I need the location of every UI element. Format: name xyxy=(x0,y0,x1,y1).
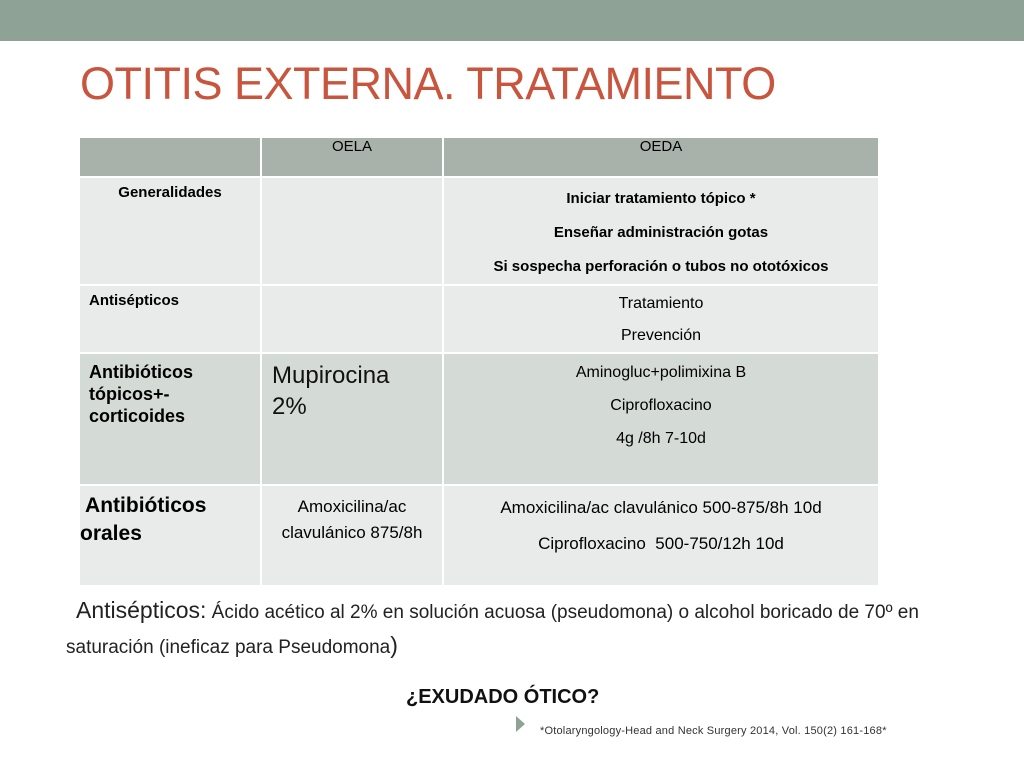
oeda-cell xyxy=(443,285,879,353)
row-label-cell xyxy=(79,177,261,285)
treatment-table xyxy=(78,136,880,587)
table-row-topicos xyxy=(79,353,879,485)
note-close: ) xyxy=(390,632,398,658)
top-banner xyxy=(0,0,1024,41)
antisepticos-note xyxy=(66,594,996,664)
oeda-line: 4g /8h 7-10d xyxy=(616,430,706,447)
table-row-antisepticos xyxy=(79,285,879,353)
row-label-cell xyxy=(79,353,261,485)
row-label-line: corticoides xyxy=(89,406,186,426)
row-label-line: Antibióticos xyxy=(80,494,207,517)
table-row-orales xyxy=(79,485,879,586)
oela-cell xyxy=(261,353,443,485)
header-empty-cell xyxy=(79,137,261,177)
oeda-cell xyxy=(443,177,879,285)
row-label-line: orales xyxy=(80,522,142,545)
bullet-triangle-icon xyxy=(516,716,525,732)
oeda-line: Ciprofloxacino xyxy=(610,397,712,414)
exudado-question: ¿EXUDADO ÓTICO? xyxy=(406,686,600,708)
oela-line: Amoxicilina/ac xyxy=(297,497,407,516)
oeda-line: Prevención xyxy=(620,327,702,344)
oeda-line: Iniciar tratamiento tópico * xyxy=(566,190,756,207)
row-label: Antisépticos xyxy=(89,292,180,309)
row-label: Generalidades xyxy=(118,184,222,201)
row-label-line: Antibióticos xyxy=(89,362,193,382)
oela-line: 2% xyxy=(272,393,307,420)
oeda-line: Si sospecha perforación o tubos no ototóxicos xyxy=(493,258,829,275)
oeda-cell xyxy=(443,485,879,586)
row-label-cell xyxy=(79,485,261,586)
oela-cell xyxy=(261,177,443,285)
oela-line: clavulánico 875/8h xyxy=(281,523,423,542)
header-oeda: OEDA xyxy=(443,137,879,177)
row-label-cell xyxy=(79,285,261,353)
oela-line: Mupirocina xyxy=(272,362,390,389)
oeda-line: Aminogluc+polimixina B xyxy=(575,364,747,381)
oeda-line: Amoxicilina/ac clavulánico 500-875/8h 10d xyxy=(500,498,822,517)
slide-title: OTITIS EXTERNA. TRATAMIENTO xyxy=(80,58,776,109)
note-text: Ácido acético al 2% en solución acuosa (pseudomona) o alcohol boricado de 70º en saturación (ineficaz para Pseudomona xyxy=(66,602,919,658)
reference-citation: *Otolaryngology-Head and Neck Surgery 2014, Vol. 150(2) 161-168* xyxy=(540,725,887,737)
row-label-line: tópicos+- xyxy=(89,384,170,404)
oeda-line: Ciprofloxacino 500-750/12h 10d xyxy=(538,534,784,553)
oeda-cell xyxy=(443,353,879,485)
oeda-line: Enseñar administración gotas xyxy=(553,224,769,241)
note-lead: Antisépticos: xyxy=(76,597,207,623)
header-oela: OELA xyxy=(261,137,443,177)
oela-cell xyxy=(261,485,443,586)
oela-cell xyxy=(261,285,443,353)
table-header-row xyxy=(79,137,879,177)
table-row-generalidades xyxy=(79,177,879,285)
oeda-line: Tratamiento xyxy=(618,295,704,312)
